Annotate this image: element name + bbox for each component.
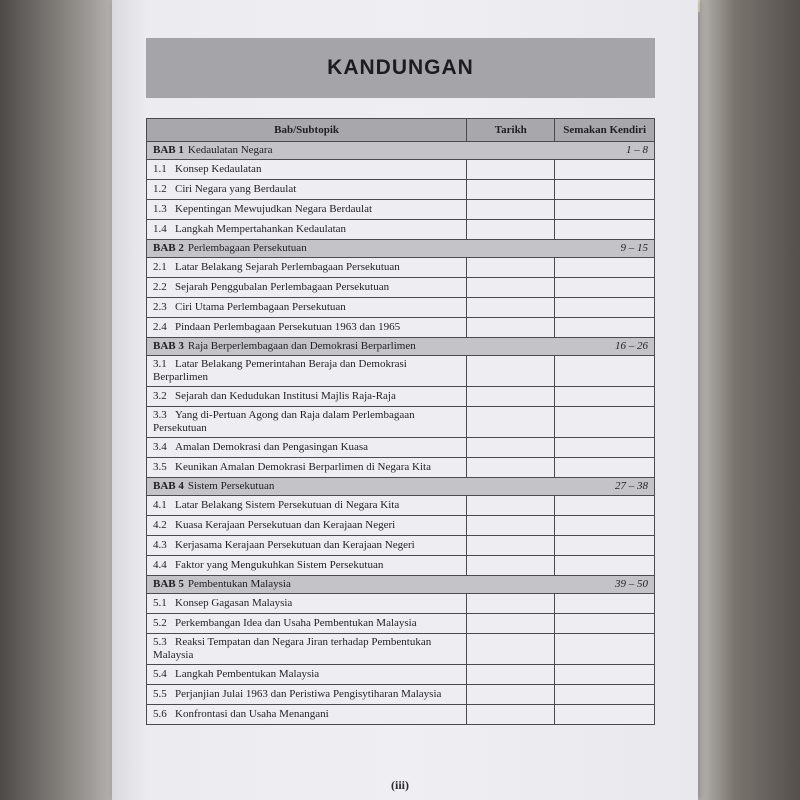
subtopic-number: 5.1 (153, 597, 167, 609)
chapter-pages: 27 – 38 (555, 478, 655, 496)
date-cell (467, 705, 555, 725)
self-check-cell (555, 278, 655, 298)
subtopic-number: 3.1 (153, 358, 167, 370)
date-cell (467, 634, 555, 665)
subtopic-row (147, 220, 655, 240)
date-cell (467, 516, 555, 536)
date-cell (467, 496, 555, 516)
header-row (147, 119, 655, 142)
self-check-cell (555, 458, 655, 478)
date-cell (467, 665, 555, 685)
contents-table (146, 118, 655, 725)
chapter-row (147, 478, 655, 496)
subtopic-number: 3.5 (153, 461, 167, 473)
subtopic-row (147, 516, 655, 536)
subtopic-cell (147, 200, 467, 220)
subtopic-title: Langkah Pembentukan Malaysia (175, 668, 320, 680)
date-cell (467, 614, 555, 634)
date-cell (467, 556, 555, 576)
date-cell (467, 278, 555, 298)
date-cell (467, 685, 555, 705)
chapter-title: Kedaulatan Negara (187, 144, 273, 156)
subtopic-row (147, 356, 655, 387)
subtopic-row (147, 298, 655, 318)
self-check-cell (555, 556, 655, 576)
subtopic-number: 1.1 (153, 163, 167, 175)
subtopic-number: 2.2 (153, 281, 167, 293)
self-check-cell (555, 685, 655, 705)
date-cell (467, 180, 555, 200)
subtopic-title: Kerjasama Kerajaan Persekutuan dan Kerajaan Negeri (175, 539, 415, 551)
subtopic-row (147, 160, 655, 180)
self-check-cell (555, 705, 655, 725)
self-check-cell (555, 180, 655, 200)
page-number: (iii) (391, 778, 409, 792)
subtopic-title: Yang di-Pertuan Agong dan Raja dalam Perlembagaan Persekutuan (153, 409, 415, 434)
chapter-label: BAB 4 (153, 480, 184, 492)
subtopic-cell (147, 685, 467, 705)
subtopic-cell (147, 594, 467, 614)
chapter-label: BAB 2 (153, 242, 184, 254)
subtopic-row (147, 278, 655, 298)
chapter-pages: 39 – 50 (555, 576, 655, 594)
self-check-cell (555, 614, 655, 634)
subtopic-row (147, 180, 655, 200)
subtopic-row (147, 438, 655, 458)
self-check-cell (555, 387, 655, 407)
date-cell (467, 220, 555, 240)
chapter-row (147, 240, 655, 258)
date-cell (467, 356, 555, 387)
chapter-pages: 16 – 26 (555, 338, 655, 356)
subtopic-number: 3.2 (153, 390, 167, 402)
contents-body (147, 142, 655, 725)
subtopic-row (147, 407, 655, 438)
subtopic-row (147, 458, 655, 478)
subtopic-number: 5.2 (153, 617, 167, 629)
subtopic-row (147, 705, 655, 725)
subtopic-title: Langkah Mempertahankan Kedaulatan (175, 223, 347, 235)
self-check-cell (555, 258, 655, 278)
subtopic-number: 2.1 (153, 261, 167, 273)
subtopic-number: 4.1 (153, 499, 167, 511)
subtopic-number: 5.5 (153, 688, 167, 700)
self-check-cell (555, 536, 655, 556)
date-cell (467, 458, 555, 478)
self-check-cell (555, 356, 655, 387)
self-check-cell (555, 200, 655, 220)
chapter-title: Sistem Persekutuan (187, 480, 275, 492)
subtopic-title: Faktor yang Mengukuhkan Sistem Persekutuan (175, 559, 384, 571)
subtopic-title: Latar Belakang Sejarah Perlembagaan Persekutuan (175, 261, 400, 273)
background-right (690, 0, 800, 800)
subtopic-cell (147, 258, 467, 278)
date-cell (467, 594, 555, 614)
header-topic: Bab/Subtopik (147, 119, 467, 142)
date-cell (467, 258, 555, 278)
self-check-cell (555, 496, 655, 516)
subtopic-title: Sejarah dan Kedudukan Institusi Majlis Raja-Raja (175, 390, 396, 402)
self-check-cell (555, 665, 655, 685)
header-check: Semakan Kendiri (555, 119, 655, 142)
chapter-pages: 9 – 15 (555, 240, 655, 258)
chapter-heading (147, 142, 555, 160)
subtopic-title: Keunikan Amalan Demokrasi Berparlimen di Negara Kita (175, 461, 431, 473)
subtopic-title: Sejarah Penggubalan Perlembagaan Persekutuan (175, 281, 390, 293)
self-check-cell (555, 160, 655, 180)
self-check-cell (555, 407, 655, 438)
chapter-heading (147, 478, 555, 496)
subtopic-title: Latar Belakang Pemerintahan Beraja dan Demokrasi Berparlimen (153, 358, 407, 383)
subtopic-row (147, 665, 655, 685)
self-check-cell (555, 516, 655, 536)
chapter-heading (147, 576, 555, 594)
chapter-label: BAB 1 (153, 144, 184, 156)
subtopic-title: Latar Belakang Sistem Persekutuan di Negara Kita (175, 499, 400, 511)
subtopic-row (147, 258, 655, 278)
chapter-label: BAB 3 (153, 340, 184, 352)
subtopic-row (147, 496, 655, 516)
subtopic-row (147, 387, 655, 407)
subtopic-cell (147, 356, 467, 387)
subtopic-cell (147, 634, 467, 665)
subtopic-number: 5.4 (153, 668, 167, 680)
subtopic-row (147, 556, 655, 576)
subtopic-number: 1.4 (153, 223, 167, 235)
subtopic-cell (147, 516, 467, 536)
subtopic-cell (147, 407, 467, 438)
subtopic-cell (147, 614, 467, 634)
chapter-heading (147, 240, 555, 258)
subtopic-title: Pindaan Perlembagaan Persekutuan 1963 dan 1965 (175, 321, 401, 333)
subtopic-number: 3.3 (153, 409, 167, 421)
subtopic-title: Konfrontasi dan Usaha Menangani (175, 708, 329, 720)
subtopic-title: Kuasa Kerajaan Persekutuan dan Kerajaan Negeri (175, 519, 396, 531)
subtopic-cell (147, 387, 467, 407)
chapter-row (147, 142, 655, 160)
subtopic-cell (147, 705, 467, 725)
subtopic-number: 1.3 (153, 203, 167, 215)
subtopic-cell (147, 318, 467, 338)
chapter-heading (147, 338, 555, 356)
subtopic-cell (147, 180, 467, 200)
subtopic-row (147, 634, 655, 665)
title-banner (146, 38, 655, 98)
page-title: KANDUNGAN (327, 56, 474, 79)
subtopic-cell (147, 496, 467, 516)
subtopic-number: 2.3 (153, 301, 167, 313)
self-check-cell (555, 318, 655, 338)
subtopic-title: Ciri Negara yang Berdaulat (175, 183, 297, 195)
subtopic-row (147, 536, 655, 556)
date-cell (467, 160, 555, 180)
subtopic-title: Amalan Demokrasi dan Pengasingan Kuasa (175, 441, 369, 453)
self-check-cell (555, 634, 655, 665)
chapter-title: Pembentukan Malaysia (187, 578, 291, 590)
date-cell (467, 536, 555, 556)
date-cell (467, 387, 555, 407)
subtopic-number: 5.6 (153, 708, 167, 720)
subtopic-title: Perjanjian Julai 1963 dan Peristiwa Pengisytiharan Malaysia (175, 688, 442, 700)
subtopic-row (147, 318, 655, 338)
date-cell (467, 318, 555, 338)
subtopic-row (147, 614, 655, 634)
subtopic-title: Kepentingan Mewujudkan Negara Berdaulat (175, 203, 373, 215)
subtopic-row (147, 685, 655, 705)
chapter-pages: 1 – 8 (555, 142, 655, 160)
subtopic-number: 5.3 (153, 636, 167, 648)
chapter-title: Raja Berperlembagaan dan Demokrasi Berparlimen (187, 340, 416, 352)
subtopic-title: Konsep Kedaulatan (175, 163, 262, 175)
subtopic-cell (147, 278, 467, 298)
subtopic-cell (147, 220, 467, 240)
date-cell (467, 200, 555, 220)
chapter-row (147, 338, 655, 356)
subtopic-cell (147, 665, 467, 685)
subtopic-title: Ciri Utama Perlembagaan Persekutuan (175, 301, 346, 313)
subtopic-number: 4.2 (153, 519, 167, 531)
subtopic-cell (147, 298, 467, 318)
subtopic-cell (147, 438, 467, 458)
subtopic-cell (147, 160, 467, 180)
subtopic-title: Reaksi Tempatan dan Negara Jiran terhadap Pembentukan Malaysia (153, 636, 432, 661)
chapter-title: Perlembagaan Persekutuan (187, 242, 307, 254)
subtopic-row (147, 594, 655, 614)
subtopic-number: 4.4 (153, 559, 167, 571)
self-check-cell (555, 438, 655, 458)
self-check-cell (555, 298, 655, 318)
header-date: Tarikh (467, 119, 555, 142)
date-cell (467, 438, 555, 458)
subtopic-row (147, 200, 655, 220)
subtopic-title: Konsep Gagasan Malaysia (175, 597, 293, 609)
self-check-cell (555, 594, 655, 614)
subtopic-number: 3.4 (153, 441, 167, 453)
self-check-cell (555, 220, 655, 240)
date-cell (467, 298, 555, 318)
subtopic-number: 2.4 (153, 321, 167, 333)
subtopic-title: Perkembangan Idea dan Usaha Pembentukan Malaysia (175, 617, 417, 629)
chapter-row (147, 576, 655, 594)
date-cell (467, 407, 555, 438)
subtopic-number: 1.2 (153, 183, 167, 195)
subtopic-cell (147, 458, 467, 478)
chapter-label: BAB 5 (153, 578, 184, 590)
background-left (0, 0, 118, 800)
subtopic-cell (147, 536, 467, 556)
subtopic-cell (147, 556, 467, 576)
subtopic-number: 4.3 (153, 539, 167, 551)
